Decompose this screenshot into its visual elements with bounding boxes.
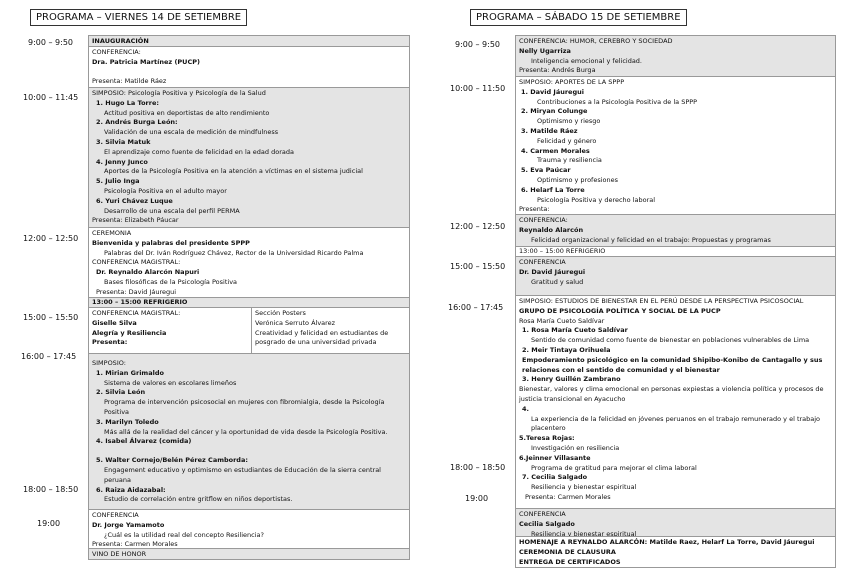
talk-title: Desarrollo de una escala del perfil PERMA: [104, 206, 240, 215]
talk-title: Contribuciones a la Psicología Positiva de la SPPP: [537, 97, 698, 106]
speaker-name: 2. Andrés Burga León:: [96, 118, 178, 127]
talk-title: Aportes de la Psicología Positiva en la atención a víctimas en el sistema judicial: [104, 167, 363, 176]
conference-speaker: Nelly Ugarriza: [519, 46, 571, 55]
conference-topic: Felicidad organizacional y felicidad en el trabajo: Propuestas y programas: [531, 235, 771, 244]
time-slot: 12:00 – 12:50: [23, 234, 79, 243]
closing-conference: [88, 509, 410, 549]
reception-label: VINO DE HONOR: [92, 550, 147, 558]
speaker-name: 4. Isabel Álvarez (comida): [96, 437, 192, 446]
conference-speaker: Cecilia Salgado: [519, 519, 575, 528]
reception-block: [88, 548, 410, 560]
symposium-pucp: [515, 295, 836, 509]
time-slot: 9:00 – 9:50: [28, 38, 74, 47]
talk-title: Optimismo y riesgo: [537, 117, 601, 126]
time-slot: 18:00 – 18:50: [23, 485, 79, 494]
speaker-name: 4.: [522, 404, 529, 413]
speaker-name: 6. Helarf La Torre: [521, 185, 585, 194]
conference-title: CONFERENCIA: HUMOR, CEREBRO Y SOCIEDAD: [519, 37, 673, 45]
speaker-name: 1. David Jáuregui: [521, 87, 584, 96]
time-slot: 9:00 – 9:50: [455, 40, 501, 49]
certificates-label: ENTREGA DE CERTIFICADOS: [519, 557, 621, 566]
break-label: 13:00 – 15:00 REFRIGERIO: [92, 298, 188, 306]
speaker-name: 5.Teresa Rojas:: [519, 434, 575, 443]
conference-title: CONFERENCIA: [519, 510, 566, 518]
symposium-title: SIMPOSIO:: [92, 359, 126, 367]
inauguration-title: INAUGURACIÓN: [92, 37, 149, 45]
time-slot: 15:00 – 15:50: [450, 262, 506, 271]
presenter: Presenta: Andrés Burga: [519, 66, 596, 75]
presenter: Presenta: Carmen Morales: [92, 540, 178, 549]
talk-title: Más allá de la realidad del cáncer y la oportunidad de vida desde la Psicología Positiva.: [104, 427, 388, 436]
friday-header: PROGRAMA – VIERNES 14 DE SETIEMBRE: [30, 9, 247, 26]
speaker-name: 3. Matilde Ráez: [521, 126, 578, 135]
speaker-name: 1. Hugo La Torre:: [96, 98, 159, 107]
talk-title: Validación de una escala de medición de mindfulness: [104, 128, 279, 137]
speaker-name: 7. Cecilia Salgado: [522, 473, 588, 482]
speaker-name: 3. Henry Guillén Zambrano: [522, 375, 621, 384]
time-slot: 16:00 – 17:45: [448, 303, 504, 312]
talk-title: Optimismo y profesiones: [537, 175, 619, 184]
keynote-speaker: Dr. Reynaldo Alarcón Napuri: [96, 268, 200, 277]
talk-title: Resiliencia y bienestar espiritual: [531, 483, 637, 492]
speaker-name: 2. Silvia León: [96, 388, 146, 397]
talk-title: Felicidad y género: [537, 136, 597, 145]
posters-title: Sección Posters: [255, 309, 306, 317]
keynote-topic: Bases filosóficas de la Psicología Positiva: [104, 277, 238, 286]
poster-title: Creatividad y felicidad en estudiantes de posgrado de una universidad privada: [255, 328, 389, 347]
salgado-conference: [515, 508, 836, 537]
symposium-subtitle: GRUPO DE PSICOLOGÍA POLÍTICA Y SOCIAL DE LA PUCP: [519, 306, 721, 315]
ceremony-line: Bienvenida y palabras del presidente SPPP: [92, 238, 250, 247]
talk-title: Engagement educativo y optimismo en estudiantes de Educación de la sierra central peruana: [104, 465, 381, 484]
keynote-speaker: Giselle Silva: [92, 318, 137, 327]
presenter: Presenta: David Jáuregui: [96, 287, 177, 296]
conference-title: CONFERENCIA: [519, 258, 566, 266]
symposium-title: SIMPOSIO: APORTES DE LA SPPP: [519, 78, 625, 86]
talk-title: Bienestar, valores y clima emocional en personas expiestas a violencia política y procesos de justicia transicional en Ayacucho: [519, 385, 824, 403]
humor-conference: [515, 35, 836, 77]
conference-topic: Inteligencia emocional y felicidad.: [531, 56, 643, 65]
conference-speaker: Dr. David Jáuregui: [519, 267, 586, 276]
talk-title: Psicología Positiva y derecho laboral: [537, 195, 656, 204]
presenter: Presenta:: [92, 338, 128, 347]
conference-topic: Resiliencia y bienestar espiritual: [531, 529, 637, 537]
conference-title: CONFERENCIA:: [92, 48, 141, 56]
ceremony-block: [88, 227, 410, 298]
talk-title: Estudio de correlación entre gritflow en niños deportistas.: [104, 495, 293, 504]
keynote-title: CONFERENCIA MAGISTRAL:: [92, 258, 181, 267]
posters-section: [251, 307, 410, 354]
closing-ceremony: [515, 536, 836, 568]
symposium-afternoon: [88, 353, 410, 510]
break-label: 13:00 – 15:00 REFRIGERIO: [519, 247, 606, 255]
conference-speaker: Reynaldo Alarcón: [519, 225, 584, 234]
speaker-name: 4. Jenny Junco: [96, 157, 148, 166]
jauregui-conference: [515, 256, 836, 296]
time-slot: 18:00 – 18:50: [450, 463, 506, 472]
speaker-name: 3. Silvia Matuk: [96, 137, 151, 146]
conference-topic: Gratitud y salud: [531, 277, 584, 286]
talk-title: Trauma y resiliencia: [537, 156, 602, 165]
speaker-name: 5. Eva Paúcar: [521, 166, 571, 175]
keynote-resilience: [88, 307, 252, 354]
talk-title: Sentido de comunidad como fuente de bienestar en poblaciones vulnerables de Lima: [531, 336, 810, 345]
tribute-line: HOMENAJE A REYNALDO ALARCÓN: Matilde Raez, Helarf La Torre, David Jáuregui: [519, 538, 815, 546]
talk-title: Psicología Positiva en el adulto mayor: [104, 186, 227, 195]
speaker-name: 3. Marilyn Toledo: [96, 417, 159, 426]
speaker-name: 1. Mirian Grimaldo: [96, 368, 164, 377]
speaker-name: 6. Yuri Chávez Luque: [96, 196, 173, 205]
talk-title: Programa de gratitud para mejorar el clima laboral: [531, 463, 697, 472]
talk-title: Empoderamiento psicológico en la comunidad Shipibo-Konibo de Cantagallo y sus relaciones con el sentido de comunidad y el bienestar: [522, 355, 823, 374]
conference-title: CONFERENCIA:: [519, 216, 568, 224]
closing-ceremony-label: CEREMONIA DE CLAUSURA: [519, 547, 616, 556]
saturday-header: PROGRAMA – SÁBADO 15 DE SETIEMBRE: [470, 9, 687, 26]
presenter: Presenta: Carmen Morales: [525, 492, 611, 501]
time-slot: 10:00 – 11:50: [450, 84, 506, 93]
speaker-name: 5. Julio Inga: [96, 177, 140, 186]
ceremony-title: CEREMONIA: [92, 229, 132, 237]
talk-title: La experiencia de la felicidad en jóvenes peruanos en el trabajo remunerado y el trabajo placentero: [531, 414, 821, 433]
ceremony-line: Palabras del Dr. Iván Rodríguez Chávez, Rector de la Universidad Ricardo Palma: [104, 248, 364, 257]
speaker-name: 5. Walter Cornejo/Belén Pérez Camborda:: [96, 456, 248, 465]
talk-title: Programa de intervención psicosocial en mujeres con fibromialgia, desde la Psicología Positiva: [104, 398, 385, 416]
keynote-topic: Alegría y Resiliencia: [92, 328, 167, 337]
symposium-sppp: [515, 76, 836, 215]
time-slot: 12:00 – 12:50: [450, 222, 506, 231]
speaker-name: 1. Rosa María Cueto Saldívar: [522, 326, 628, 335]
speaker-name: 4. Carmen Morales: [521, 146, 590, 155]
alarcon-conference: [515, 214, 836, 247]
symposium-title: SIMPOSIO: ESTUDIOS DE BIENESTAR EN EL PERÚ DESDE LA PERSPECTIVA PSICOSOCIAL: [519, 297, 804, 305]
talk-title: Sistema de valores en escolares limeños: [104, 378, 237, 387]
symposium-title: SIMPOSIO: Psicología Positiva y Psicología de la Salud: [92, 89, 266, 97]
symposium-chair: Rosa María Cueto Saldívar: [519, 316, 605, 325]
presenter: Presenta:: [519, 205, 550, 214]
speaker-name: 2. Meir Tintaya Orihuela: [522, 345, 611, 354]
presenter: Presenta: Matilde Ráez: [92, 76, 167, 85]
time-slot: 19:00: [465, 494, 489, 503]
time-slot: 10:00 – 11:45: [23, 93, 79, 102]
time-slot: 16:00 – 17:45: [21, 352, 77, 361]
conference-topic: ¿Cuál es la utilidad real del concepto Resiliencia?: [104, 530, 264, 539]
keynote-title: CONFERENCIA MAGISTRAL:: [92, 309, 181, 317]
poster-author: Verónica Serruto Álvarez: [255, 318, 336, 327]
talk-title: El aprendizaje como fuente de felicidad en la edad dorada: [104, 147, 294, 156]
speaker-name: 2. Miryan Colunge: [521, 107, 588, 116]
presenter: Presenta: Elizabeth Páucar: [92, 216, 179, 225]
opening-conference: [88, 46, 410, 88]
symposium-health: [88, 87, 410, 228]
speaker-name: 6. Raiza Aidazabal:: [96, 485, 166, 494]
speaker-name: 6.Jeinner Villasante: [519, 453, 591, 462]
conference-speaker: Dra. Patricia Martínez (PUCP): [92, 57, 200, 66]
conference-speaker: Dr. Jorge Yamamoto: [92, 520, 165, 529]
time-slot: 19:00: [37, 519, 61, 528]
time-slot: 15:00 – 15:50: [23, 313, 79, 322]
conference-title: CONFERENCIA: [92, 511, 139, 519]
talk-title: Investigación en resiliencia: [531, 443, 620, 452]
talk-title: Actitud positiva en deportistas de alto rendimiento: [104, 108, 270, 117]
